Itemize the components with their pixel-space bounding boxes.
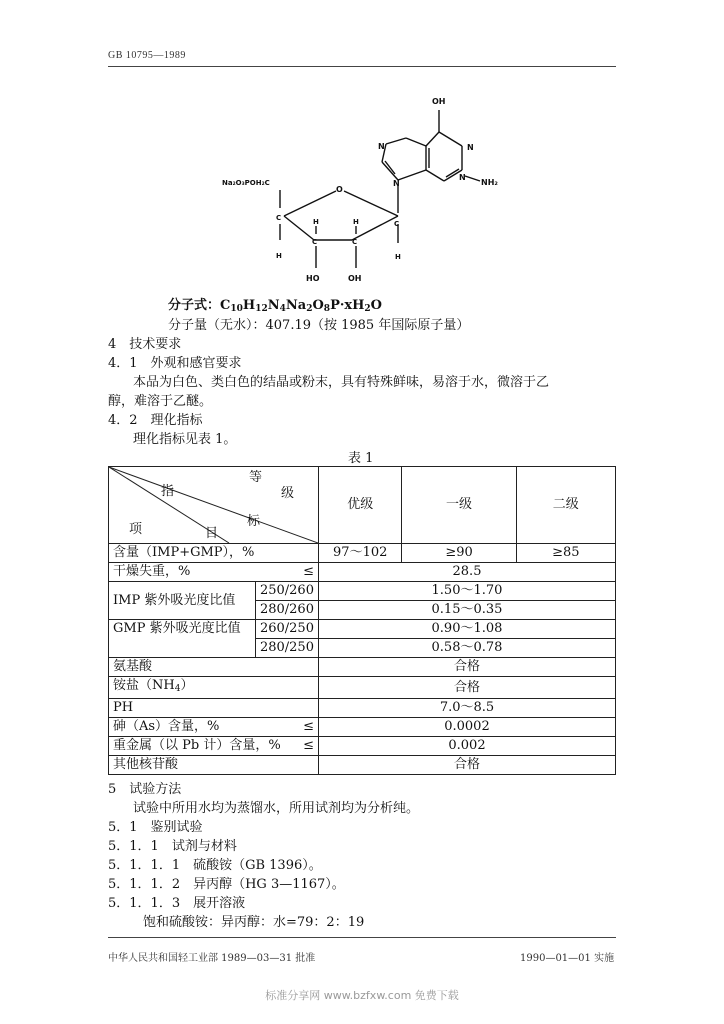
spec-table	[108, 466, 616, 775]
effective-date: 1990—01—01 实施	[520, 953, 615, 964]
cell-value: 1.50～1.70	[318, 582, 615, 601]
table-row	[109, 544, 616, 563]
h4-label: H	[276, 252, 282, 260]
c4-label: C	[276, 214, 282, 222]
n1-label: N	[467, 143, 474, 152]
oh-label: OH	[432, 97, 446, 106]
header-xiang: 项	[129, 522, 143, 537]
cell-value: ≥85	[516, 544, 615, 563]
oh2-label: OH	[348, 274, 362, 283]
header-grade-second: 二级	[516, 467, 615, 544]
table-row	[109, 756, 616, 775]
table-row	[109, 718, 616, 737]
document-code: GB 10795—1989	[108, 50, 186, 61]
section-4-2-text: 理化指标见表 1。	[133, 432, 237, 447]
section-5-1-1-3-text: 饱和硫酸铵：异丙醇：水=79：2：19	[143, 915, 365, 930]
table-caption: 表 1	[348, 451, 374, 466]
section-4-1-text-line1: 本品为白色、类白色的结晶或粉末，具有特殊鲜味，易溶于水，微溶于乙	[133, 375, 550, 390]
cell-value: ≥90	[402, 544, 516, 563]
cell-value: 97～102	[318, 544, 401, 563]
section-4-1-heading: 4．1 外观和感官要求	[108, 356, 242, 371]
row-label: PH	[109, 699, 319, 718]
row-label: 其他核苷酸	[109, 756, 319, 775]
ratio-label: 280/260	[255, 601, 318, 620]
row-label: 铵盐$(NH_4)$	[109, 677, 319, 699]
n7-label: N	[378, 142, 385, 151]
cell-value: 合格	[318, 658, 615, 677]
header-grade-2: 级	[281, 486, 295, 501]
cell-value: 0.90～1.08	[318, 620, 615, 639]
section-5-text: 试验中所用水均为蒸馏水，所用试剂均为分析纯。	[133, 801, 420, 816]
section-4-1-text-line2: 醇，难溶于乙醚。	[108, 394, 213, 409]
approval-date: 中华人民共和国轻工业部 1989—03—31 批准	[108, 953, 316, 964]
table-row	[109, 582, 616, 601]
header-grade-premium: 优级	[318, 467, 401, 544]
header-zhi: 指	[161, 484, 175, 499]
c2-label: C	[352, 238, 358, 246]
row-label: IMP 紫外吸光度比值	[109, 582, 256, 620]
cell-value: 合格	[318, 756, 615, 775]
row-label: GMP 紫外吸光度比值	[109, 620, 256, 658]
nh2-label: NH₂	[481, 178, 498, 187]
row-label: 氨基酸	[109, 658, 319, 677]
ratio-label: 280/250	[255, 639, 318, 658]
table-row	[109, 737, 616, 756]
ratio-label: 260/250	[255, 620, 318, 639]
table-row	[109, 658, 616, 677]
section-5-1-1-heading: 5．1．1 试剂与材料	[108, 839, 237, 854]
ring-oxygen-label: O	[336, 185, 343, 194]
table-header-row	[109, 467, 616, 544]
ho-label: HO	[306, 274, 320, 283]
c3-label: C	[312, 238, 318, 246]
h1-label: H	[395, 253, 401, 261]
table-row	[109, 677, 616, 699]
cell-value: 28.5	[318, 563, 615, 582]
n9-label: N	[393, 179, 400, 188]
h2-label: H	[353, 218, 359, 226]
cell-value: 7.0～8.5	[318, 699, 615, 718]
table-row	[109, 620, 616, 639]
purine-bonds	[280, 110, 480, 268]
section-4-heading: 4 技术要求	[108, 337, 182, 352]
header-grade-1: 等	[249, 470, 263, 485]
header-biao: 标	[247, 514, 261, 529]
section-5-1-1-1: 5．1．1．1 硫酸铵（GB 1396）。	[108, 858, 322, 873]
cell-value: 0.15～0.35	[318, 601, 615, 620]
cell-value: 0.002	[318, 737, 615, 756]
diagonal-header-cell	[109, 467, 319, 544]
section-5-heading: 5 试验方法	[108, 782, 182, 797]
cell-value: 0.58～0.78	[318, 639, 615, 658]
section-5-1-heading: 5．1 鉴别试验	[108, 820, 203, 835]
header-mu: 目	[205, 526, 219, 541]
section-5-1-1-2: 5．1．1．2 异丙醇（HG 3—1167）。	[108, 877, 345, 892]
table-row	[109, 563, 616, 582]
section-4-2-heading: 4．2 理化指标	[108, 413, 203, 428]
h3-label: H	[313, 218, 319, 226]
n3-label: N	[459, 173, 466, 182]
c1-label: C	[394, 220, 400, 228]
molecular-formula: 分子式：$C_{10}H_{12}N_4Na_2O_8P\cdot xH_2O$	[168, 298, 382, 314]
row-label: 干燥失重，% ≤	[109, 563, 319, 582]
phosphate-label: Na₂O₃POH₂C	[222, 179, 270, 187]
section-5-1-1-3: 5．1．1．3 展开溶液	[108, 896, 246, 911]
header-grade-first: 一级	[402, 467, 516, 544]
header-rule	[108, 66, 616, 67]
footer-rule	[108, 937, 616, 938]
ratio-label: 250/260	[255, 582, 318, 601]
row-label: 重金属（以 Pb 计）含量，% ≤	[109, 737, 319, 756]
structural-formula	[210, 88, 530, 293]
cell-value: 合格	[318, 677, 615, 699]
watermark-text: 标准分享网 www.bzfxw.com 免费下载	[265, 989, 459, 1002]
row-label: 含量（IMP+GMP），%	[109, 544, 319, 563]
molecular-weight: 分子量（无水）：407.19（按 1985 年国际原子量）	[168, 318, 470, 333]
table-row	[109, 699, 616, 718]
cell-value: 0.0002	[318, 718, 615, 737]
row-label: 砷（As）含量，% ≤	[109, 718, 319, 737]
